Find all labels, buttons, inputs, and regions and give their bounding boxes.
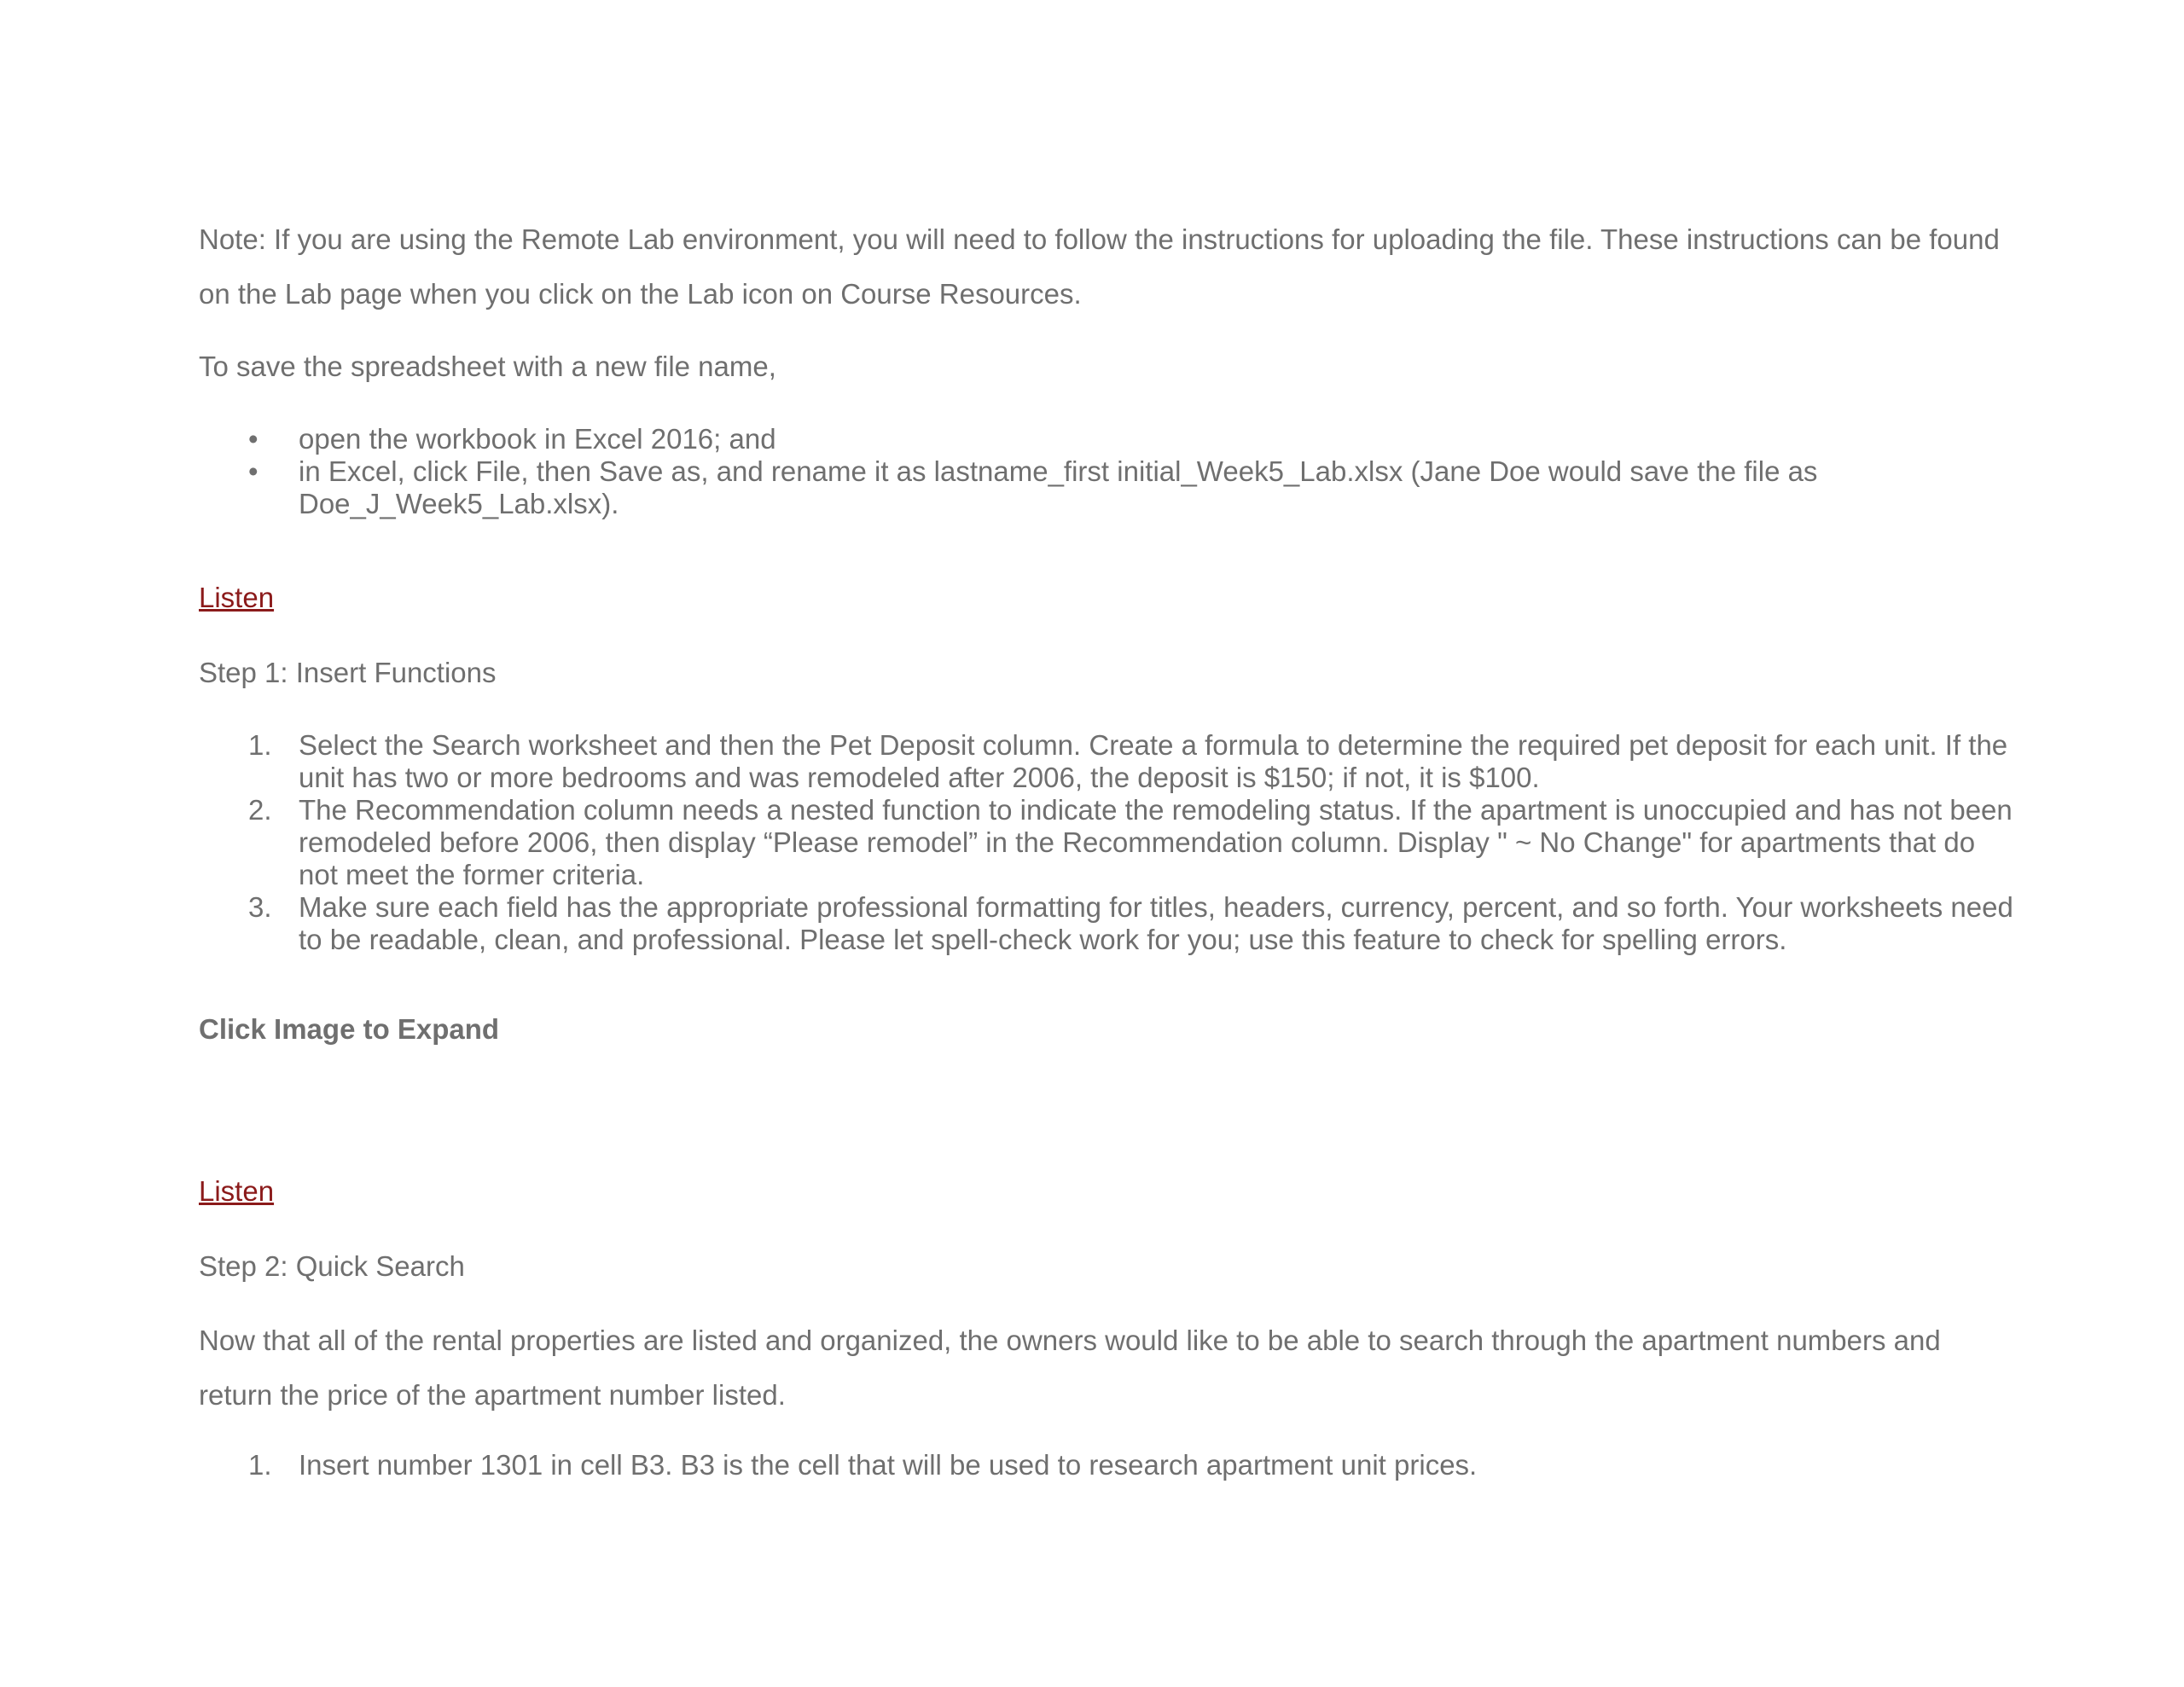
- listen-link[interactable]: Listen: [199, 1175, 275, 1207]
- list-item: [199, 794, 2016, 891]
- list-item-text: The Recommendation column needs a nested function to indicate the remodeling status. If the apartment is unoccupied and has not been remodeled before 2006, then display “Please remodel” in the Recommendation column. Display " ~ No Change" for apartments that do not meet the former criteria.: [299, 794, 2013, 890]
- list-number: 3.: [248, 891, 272, 923]
- save-intro: To save the spreadsheet with a new file name,: [199, 351, 776, 382]
- step2-title: Step 2: Quick Search: [199, 1250, 465, 1282]
- step2-intro: Now that all of the rental properties are listed and organized, the owners would like to be able to search through the apartment numbers and return the price of the apartment number listed.: [199, 1325, 1941, 1411]
- bullet-marker: •: [248, 423, 258, 455]
- click-image-label[interactable]: Click Image to Expand: [199, 1013, 500, 1045]
- step1-list: [199, 729, 2016, 956]
- list-number: 1.: [248, 729, 272, 761]
- list-item-text: Select the Search worksheet and then the Pet Deposit column. Create a formula to determine the required pet deposit for each unit. If the unit has two or more bedrooms and was remodeled after 2006, the deposit is $150; if not, it is $100.: [299, 729, 2008, 793]
- list-number: 2.: [248, 794, 272, 826]
- list-item-text: Make sure each field has the appropriate professional formatting for titles, headers, currency, percent, and so forth. Your worksheets need to be readable, clean, and professional. Please let spell-check work for you; use this feature to check for spelling errors.: [299, 891, 2013, 955]
- bullet-marker: •: [248, 455, 258, 487]
- remote-lab-note: Note: If you are using the Remote Lab environment, you will need to follow the instructions for uploading the file. These instructions can be found on the Lab page when you click on the Lab icon on Course Resources.: [199, 223, 2000, 310]
- list-item-text: Insert number 1301 in cell B3. B3 is the cell that will be used to research apartment unit prices.: [299, 1449, 1478, 1481]
- list-item: [199, 455, 2016, 520]
- list-item: [199, 729, 2016, 794]
- step1-title: Step 1: Insert Functions: [199, 657, 497, 688]
- list-item: [199, 891, 2016, 956]
- list-item: [199, 1449, 2016, 1481]
- list-number: 1.: [248, 1449, 272, 1481]
- listen-link[interactable]: Listen: [199, 582, 275, 613]
- list-item-text: open the workbook in Excel 2016; and: [299, 423, 776, 455]
- save-bullet-list: [199, 423, 2016, 520]
- list-item-text: in Excel, click File, then Save as, and rename it as lastname_first initial_Week5_Lab.xlsx (Jane Doe would save the file as Doe_J_Week5_Lab.xlsx).: [299, 455, 1818, 519]
- list-item: [199, 423, 2016, 455]
- step2-list: [199, 1449, 2016, 1481]
